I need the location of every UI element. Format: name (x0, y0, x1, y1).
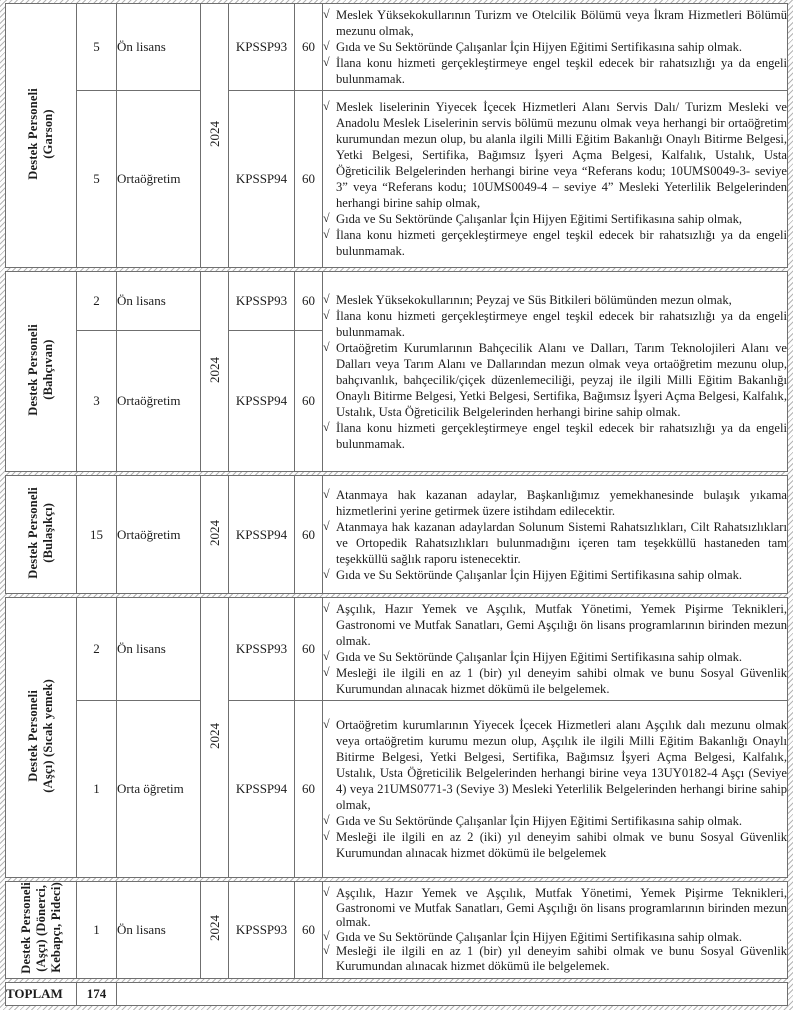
requirement-item (323, 7, 787, 39)
requirement-item (323, 649, 787, 665)
position-title-line: (Bulaşıkçı) (41, 502, 55, 563)
check-icon: √ (323, 518, 330, 533)
requirement-text: Ortaöğretim Kurumlarının Bahçecilik Alanı ve Dalları, Tarım Teknolojileri Alanı ve Dalları veya Tarım Alanı ve Dallarından mezun olmak veya ortaöğretim mezunu olup, bahçıvanlık, bahçecilik/çiçek düzenlemeciliği, peyzaj ile ilgili Milli Eğitim Bakanlığı Onaylı Bitirme Belgesi, Yetki Belgesi, Sertifika, Bağımsız İşyeri Açma Belgesi, Kalfalık, Ustalık, Usta Öğreticilik Belgelerinden herhangi birine sahip olmak. (336, 340, 787, 419)
table-row (6, 4, 788, 91)
kpss-year-cell (201, 4, 229, 268)
table-row (6, 701, 788, 878)
requirement-text: Aşçılık, Hazır Yemek ve Aşçılık, Mutfak Yönetimi, Yemek Pişirme Teknikleri, Gastronomi ve Mutfak Sanatları, Gemi Aşçılığı ön lisans programlarının birinden mezun olmak. (336, 886, 787, 930)
requirement-item (323, 829, 787, 861)
requirement-item (323, 601, 787, 649)
requirement-item (323, 292, 787, 308)
total-label: TOPLAM (6, 982, 77, 1005)
total-empty-cell (117, 982, 788, 1005)
requirement-text: Meslek liselerinin Yiyecek İçecek Hizmetleri Alanı Servis Dalı/ Turizm Mesleki ve Anadolu Meslek Liselerinin servis bölümü mezunu olmak veya herhangi bir ortaöğretim kurumundan mezun olup, bu alanla ilgili Milli Eğitim Bakanlığı Onaylı Bitirme Belgesi, Yetki Belgesi, Sertifika, Bağımsız İşyeri Açma Belgesi, Kalfalık, Ustalık, Usta Öğreticilik Belgelerinden herhangi birine veya “Referans kodu; 10UMS0049-3- seviye 3” veya “Referans kodu; 10UMS0049-4 – seviye 4” Mesleki Yeterlilik Belgelerinden herhangi birine sahip olmak, (336, 100, 787, 210)
kpss-score: 60 (295, 91, 323, 268)
requirement-item (323, 886, 787, 930)
table-row (6, 598, 788, 701)
check-icon: √ (323, 601, 330, 615)
check-icon: √ (323, 885, 330, 900)
table-row (6, 91, 788, 268)
section-table-garson (5, 3, 788, 268)
check-icon: √ (323, 39, 330, 53)
position-title-line: Kebapçı, Pideci) (48, 882, 63, 974)
position-title-line: (Aşçı) (Sıcak yemek) (41, 678, 55, 793)
vacancy-count: 1 (77, 882, 117, 979)
requirement-text: İlana konu hizmeti gerçekleştirmeye engel teşkil edecek bir rahatsızlığı ya da engeli bulunmamak. (336, 228, 787, 258)
education-level: Ortaöğretim (117, 91, 201, 268)
table-row (6, 272, 788, 331)
requirement-item (323, 487, 787, 519)
kpss-type: KPSSP93 (229, 272, 295, 331)
kpss-type: KPSSP93 (229, 598, 295, 701)
kpss-year-cell (201, 476, 229, 594)
requirements-list (323, 292, 787, 452)
kpss-year: 2024 (206, 356, 222, 383)
check-icon: √ (323, 649, 330, 663)
check-icon: √ (323, 717, 330, 731)
requirement-text: İlana konu hizmeti gerçekleştirmeye engel teşkil edecek bir rahatsızlığı ya da engeli bulunmamak. (336, 420, 787, 451)
table-row (6, 476, 788, 594)
requirements-list (323, 487, 787, 583)
position-title-cell (6, 272, 77, 472)
requirement-item (323, 39, 787, 55)
education-level: Ön lisans (117, 272, 201, 331)
education-level: Ortaöğretim (117, 331, 201, 472)
requirements-list (323, 886, 787, 973)
kpss-score: 60 (295, 598, 323, 701)
requirement-text: Atanmaya hak kazanan adaylardan Solunum Sistemi Rahatsızlıkları, Cilt Rahatsızlıkları ve Ortopedik Rahatsızlıkları bulunmadığını içeren tam teşekküllü hastaneden tam teşekküllü sağlık raporu istenecektir. (336, 519, 787, 566)
requirements-list (323, 99, 787, 259)
education-level: Orta öğretim (117, 701, 201, 878)
section-table-bulasikci (5, 475, 788, 594)
table-row (6, 882, 788, 979)
kpss-type: KPSSP93 (229, 4, 295, 91)
total-row (6, 982, 788, 1005)
requirement-text: Mesleği ile ilgili en az 1 (bir) yıl deneyim sahibi olmak ve bunu Sosyal Güvenlik Kurumundan alınacak hizmet dökümü ile belgelemek. (336, 666, 787, 696)
check-icon: √ (323, 7, 330, 21)
requirement-item (323, 944, 787, 973)
check-icon: √ (323, 339, 330, 354)
requirements-list (323, 601, 787, 697)
position-title-line: Destek Personeli (26, 323, 40, 416)
requirement-text: Aşçılık, Hazır Yemek ve Aşçılık, Mutfak Yönetimi, Yemek Pişirme Teknikleri, Gastronomi ve Mutfak Sanatları, Gemi Aşçılığı ön lisans programlarının birinden mezun olmak. (336, 602, 787, 648)
vacancy-count: 3 (77, 331, 117, 472)
requirement-item (323, 567, 787, 583)
kpss-type: KPSSP93 (229, 882, 295, 979)
check-icon: √ (323, 307, 330, 322)
requirement-text: İlana konu hizmeti gerçekleştirmeye engel teşkil edecek bir rahatsızlığı ya da engeli bulunmamak. (336, 308, 787, 339)
kpss-score: 60 (295, 272, 323, 331)
kpss-year: 2024 (206, 120, 222, 147)
requirement-item (323, 308, 787, 340)
requirement-item (323, 519, 787, 567)
requirement-text: Gıda ve Su Sektöründe Çalışanlar İçin Hijyen Eğitimi Sertifikasına sahip olmak. (336, 650, 743, 664)
position-title-line: Destek Personeli (26, 486, 40, 579)
vacancy-count: 1 (77, 701, 117, 878)
requirement-text: Ortaöğretim kurumlarının Yiyecek İçecek Hizmetleri alanı Aşçılık dalı mezunu olmak veya ortaöğretim kurumu mezun olup, Aşçılık ile ilgili Milli Eğitim Bakanlığı Onaylı Bitirme Belgesi, Yetki Belgesi, Sertifika, Bağımsız İşyeri Açma Belgesi, Kalfalık, Ustalık, Usta Öğreticilik Belgelerinden herhangi birine veya 13UY0182-4 Aşçı (Seviye 4) veya 21UMS0771-3 (Seviye 3) Mesleki Yeterlilik Belgelerinden herhangi birine sahip olmak, (336, 718, 787, 812)
check-icon: √ (323, 486, 330, 501)
requirements-list (323, 7, 787, 87)
kpss-score: 60 (295, 331, 323, 472)
kpss-year: 2024 (206, 722, 222, 749)
check-icon: √ (323, 227, 330, 241)
position-title (26, 487, 56, 579)
kpss-score: 60 (295, 4, 323, 91)
kpss-type: KPSSP94 (229, 701, 295, 878)
kpss-year-cell (201, 598, 229, 878)
requirement-item (323, 717, 787, 813)
requirements-cell (323, 882, 788, 979)
kpss-year: 2024 (206, 914, 222, 941)
requirement-item (323, 420, 787, 452)
check-icon: √ (323, 419, 330, 434)
recruitment-table (5, 3, 788, 979)
section-table-bahcivan (5, 271, 788, 472)
total-value: 174 (77, 982, 117, 1005)
position-title-line: (Garson) (41, 108, 55, 159)
position-title-line: Destek Personeli (18, 882, 33, 974)
check-icon: √ (323, 943, 330, 958)
requirement-item (323, 930, 787, 945)
position-title-cell (6, 476, 77, 594)
vacancy-count: 5 (77, 4, 117, 91)
requirements-list (323, 717, 787, 861)
position-title-line: Destek Personeli (26, 689, 40, 782)
check-icon: √ (323, 291, 330, 306)
requirement-text: Gıda ve Su Sektöründe Çalışanlar İçin Hijyen Eğitimi Sertifikasına sahip olmak. (336, 929, 743, 944)
check-icon: √ (323, 99, 330, 113)
kpss-year-cell (201, 882, 229, 979)
requirement-item (323, 665, 787, 697)
requirements-cell (323, 91, 788, 268)
education-level: Ortaöğretim (117, 476, 201, 594)
kpss-year-cell (201, 272, 229, 472)
requirement-text: Mesleği ile ilgili en az 1 (bir) yıl deneyim sahibi olmak ve bunu Sosyal Güvenlik Kurumundan alınacak hizmet dökümü ile belgelemek. (336, 944, 787, 973)
position-title-cell (6, 4, 77, 268)
kpss-type: KPSSP94 (229, 476, 295, 594)
kpss-score: 60 (295, 701, 323, 878)
kpss-score: 60 (295, 476, 323, 594)
check-icon: √ (323, 211, 330, 225)
requirement-text: Gıda ve Su Sektöründe Çalışanlar İçin Hijyen Eğitimi Sertifikasına sahip olmak, (336, 212, 743, 226)
section-table-asci-sicak-yemek (5, 597, 788, 878)
requirement-item (323, 227, 787, 259)
vacancy-count: 5 (77, 91, 117, 268)
kpss-score: 60 (295, 882, 323, 979)
requirement-text: İlana konu hizmeti gerçekleştirmeye engel teşkil edecek bir rahatsızlığı ya da engeli bulunmamak. (336, 56, 787, 86)
requirement-item (323, 211, 787, 227)
check-icon: √ (323, 665, 330, 679)
education-level: Ön lisans (117, 882, 201, 979)
requirement-item (323, 340, 787, 420)
requirement-item (323, 99, 787, 211)
position-title (26, 88, 56, 180)
requirements-cell (323, 598, 788, 701)
position-title (26, 679, 56, 793)
position-title-line: (Bahçıvan) (41, 339, 55, 400)
education-level: Ön lisans (117, 4, 201, 91)
requirement-text: Meslek Yüksekokullarının; Peyzaj ve Süs Bitkileri bölümünden mezun olmak, (336, 292, 732, 307)
position-title (19, 882, 64, 974)
requirement-text: Mesleği ile ilgili en az 2 (iki) yıl deneyim sahibi olmak ve bunu Sosyal Güvenlik Kurumundan alınacak hizmet dökümü ile belgelemek (336, 830, 787, 860)
check-icon: √ (323, 566, 330, 581)
requirements-cell (323, 701, 788, 878)
check-icon: √ (323, 829, 330, 843)
position-title-cell (6, 598, 77, 878)
check-icon: √ (323, 55, 330, 69)
requirements-cell (323, 272, 788, 472)
total-row-table (5, 982, 788, 1006)
requirement-text: Meslek Yüksekokullarının Turizm ve Otelcilik Bölümü veya İkram Hizmetleri Bölümü mezunu olmak, (336, 8, 787, 38)
requirements-cell (323, 4, 788, 91)
position-title (26, 324, 56, 416)
requirement-text: Gıda ve Su Sektöründe Çalışanlar İçin Hijyen Eğitimi Sertifikasına sahip olmak. (336, 567, 743, 582)
vacancy-count: 15 (77, 476, 117, 594)
position-title-cell (6, 882, 77, 979)
requirements-cell (323, 476, 788, 594)
requirement-item (323, 813, 787, 829)
requirement-text: Atanmaya hak kazanan adaylar, Başkanlığımız yemekhanesinde bulaşık yıkama hizmetlerini yerine getirmek üzere istihdam edilecektir. (336, 487, 787, 518)
kpss-type: KPSSP94 (229, 331, 295, 472)
vacancy-count: 2 (77, 598, 117, 701)
position-title-line: (Aşçı) (Dönerci, (33, 884, 48, 972)
kpss-type: KPSSP94 (229, 91, 295, 268)
check-icon: √ (323, 928, 330, 943)
requirement-text: Gıda ve Su Sektöründe Çalışanlar İçin Hijyen Eğitimi Sertifikasına sahip olmak. (336, 814, 743, 828)
position-title-line: Destek Personeli (26, 87, 40, 180)
kpss-year: 2024 (206, 519, 222, 546)
check-icon: √ (323, 813, 330, 827)
section-table-asci-donerci (5, 881, 788, 979)
requirement-text: Gıda ve Su Sektöründe Çalışanlar İçin Hijyen Eğitimi Sertifikasına sahip olmak. (336, 40, 743, 54)
vacancy-count: 2 (77, 272, 117, 331)
education-level: Ön lisans (117, 598, 201, 701)
requirement-item (323, 55, 787, 87)
